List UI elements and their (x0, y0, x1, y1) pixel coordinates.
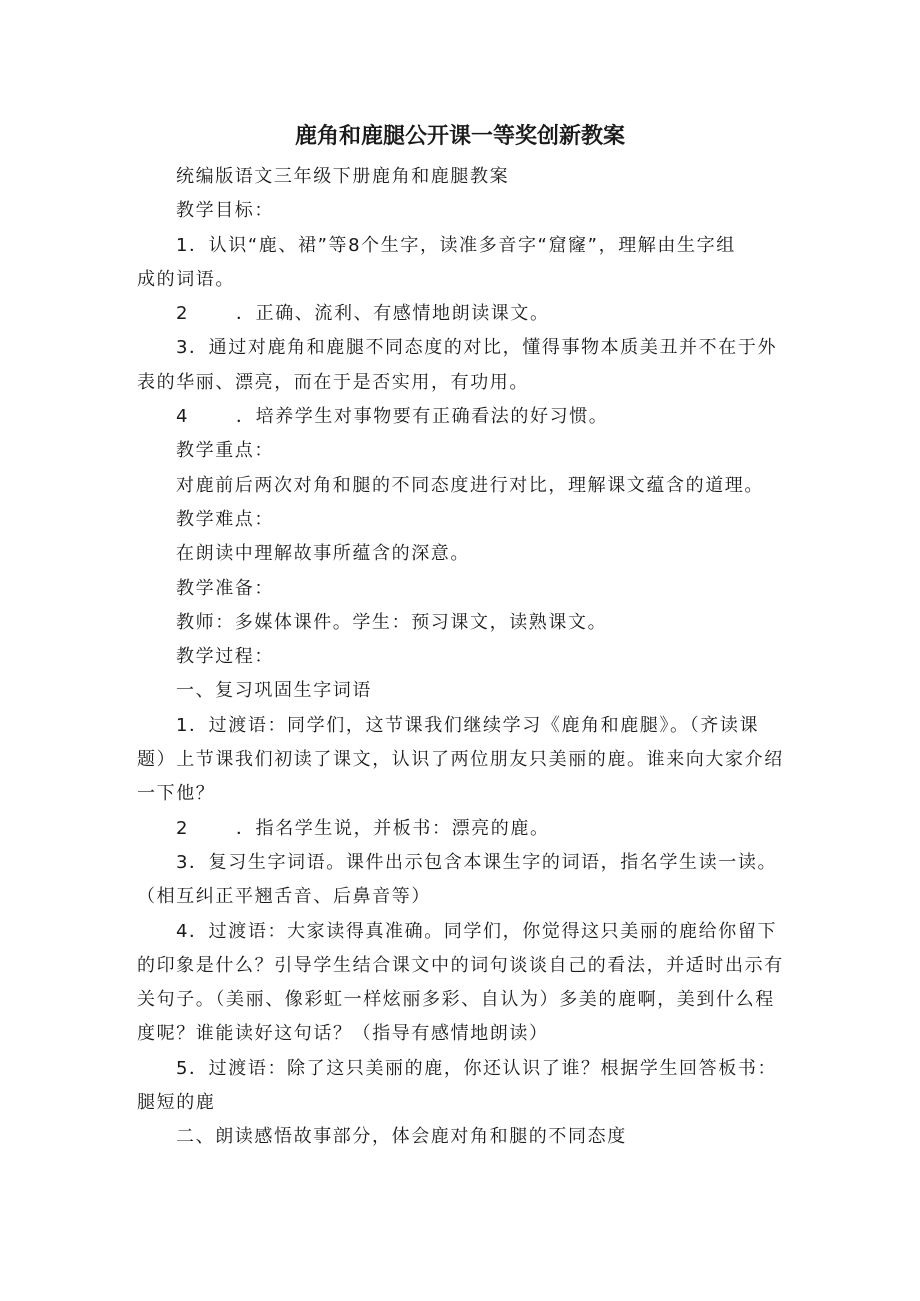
process-step-1-continued-a: 题）上节课我们初读了课文，认识了两位朋友只美丽的鹿。谁来向大家介绍 (137, 749, 784, 771)
process-step-2-number: 2 (176, 817, 190, 839)
section-heading-difficulties: 教学难点： (176, 508, 274, 530)
objective-2 (137, 297, 807, 331)
section-heading-process: 教学过程： (176, 646, 274, 668)
preparation-text: 教师：多媒体课件。学生：预习课文，读熟课文。 (176, 611, 608, 633)
process-step-2 (137, 812, 807, 846)
process-step-1: 1．过渡语：同学们，这节课我们继续学习《鹿角和鹿腿》。（齐读课 (176, 714, 760, 736)
process-step-4-continued-b: 关句子。（美丽、像彩虹一样炫丽多彩、自认为）多美的鹿啊，美到什么程 (137, 989, 775, 1011)
objective-3: 3．通过对鹿角和鹿腿不同态度的对比，懂得事物本质美丑并不在于外 (176, 337, 778, 359)
objective-2-number: 2 (176, 303, 190, 325)
section-heading-key-points: 教学重点： (176, 440, 274, 462)
process-step-4-continued-c: 度呢？谁能读好这句话？（指导有感情地朗读） (137, 1023, 549, 1045)
subtitle-line: 统编版语文三年级下册鹿角和鹿腿教案 (176, 166, 510, 187)
process-step-3-continued: （相互纠正平翘舌音、后鼻音等） (137, 886, 431, 908)
key-points-text: 对鹿前后两次对角和腿的不同态度进行对比，理解课文蕴含的道理。 (176, 474, 764, 496)
process-step-4: 4．过渡语：大家读得真准确。同学们，你觉得这只美丽的鹿给你留下 (176, 920, 778, 942)
section-heading-preparation: 教学准备： (176, 577, 274, 599)
objective-4-number: 4 (176, 406, 190, 428)
document-title: 鹿角和鹿腿公开课一等奖创新教案 (294, 124, 625, 149)
objective-3-continued: 表的华丽、漂亮，而在于是否实用，有功用。 (137, 371, 529, 393)
process-step-5: 5．过渡语：除了这只美丽的鹿，你还认识了谁？根据学生回答板书： (176, 1057, 778, 1079)
process-part-2-heading: 二、朗读感悟故事部分，体会鹿对角和腿的不同态度 (176, 1126, 627, 1148)
objective-4 (137, 400, 807, 434)
process-step-4-continued-a: 的印象是什么？引导学生结合课文中的词句谈谈自己的看法，并适时出示有 (137, 954, 784, 976)
objective-2-text: ．正确、流利、有感情地朗读课文。 (236, 303, 550, 325)
process-step-3: 3．复习生字词语。课件出示包含本课生字的词语，指名学生读一读。 (176, 851, 778, 873)
objective-1: 1．认识“鹿、裙”等8个生字，读准多音字“窟窿”，理解由生字组 (176, 234, 736, 256)
difficulties-text: 在朗读中理解故事所蕴含的深意。 (176, 543, 470, 565)
document-body (137, 160, 807, 1155)
process-step-1-continued-b: 一下他？ (137, 783, 216, 805)
process-step-5-continued: 腿短的鹿 (137, 1092, 216, 1114)
process-part-1-heading: 一、复习巩固生字词语 (176, 680, 372, 702)
objective-4-text: ．培养学生对事物要有正确看法的好习惯。 (236, 406, 609, 428)
section-heading-objectives: 教学目标： (176, 200, 274, 222)
objective-1-continued: 成的词语。 (137, 268, 235, 290)
process-step-2-text: ．指名学生说，并板书：漂亮的鹿。 (236, 817, 550, 839)
